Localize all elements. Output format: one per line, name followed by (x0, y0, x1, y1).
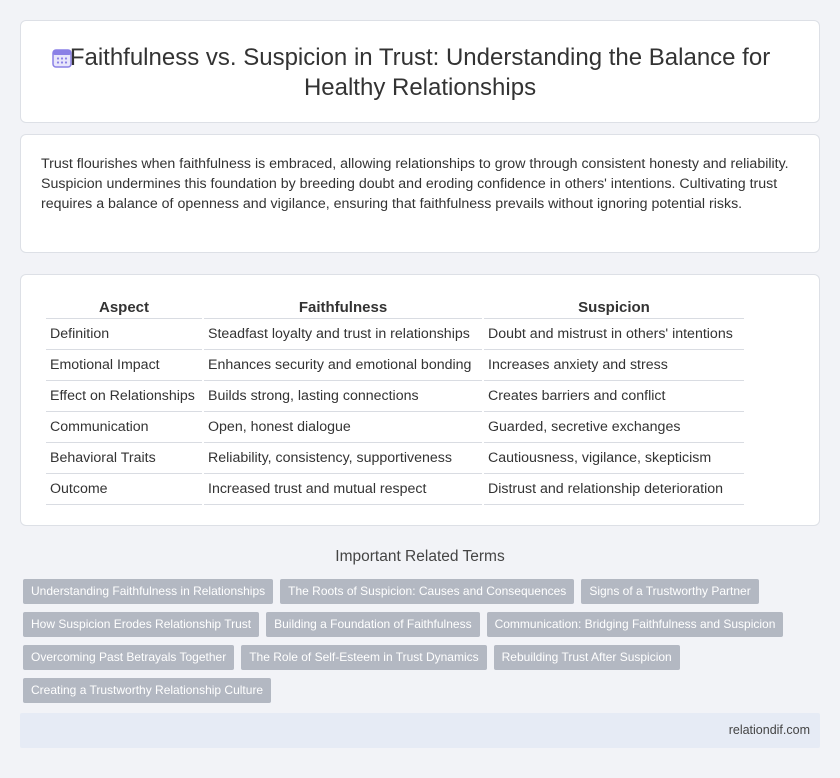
related-term-tag[interactable]: The Roots of Suspicion: Causes and Consequences (280, 579, 574, 604)
table-cell: Outcome (46, 474, 202, 505)
table-cell: Reliability, consistency, supportiveness (204, 443, 482, 474)
table-cell: Increases anxiety and stress (484, 350, 744, 381)
related-term-tag[interactable]: Creating a Trustworthy Relationship Culture (23, 678, 271, 703)
table-cell: Emotional Impact (46, 350, 202, 381)
table-cell: Definition (46, 319, 202, 350)
table-cell: Behavioral Traits (46, 443, 202, 474)
table-row (46, 319, 744, 350)
table-cell: Guarded, secretive exchanges (484, 412, 744, 443)
related-term-tag[interactable]: Building a Foundation of Faithfulness (266, 612, 479, 637)
table-cell: Open, honest dialogue (204, 412, 482, 443)
related-terms-row (23, 645, 803, 670)
table-cell: Enhances security and emotional bonding (204, 350, 482, 381)
table-cell: Distrust and relationship deterioration (484, 474, 744, 505)
page-title: Faithfulness vs. Suspicion in Trust: Understanding the Balance for Healthy Relationships (69, 44, 771, 101)
related-term-tag[interactable]: Overcoming Past Betrayals Together (23, 645, 234, 670)
table-row (46, 381, 744, 412)
related-term-tag[interactable]: How Suspicion Erodes Relationship Trust (23, 612, 259, 637)
related-term-tag[interactable]: Signs of a Trustworthy Partner (581, 579, 758, 604)
column-header-aspect: Aspect (46, 297, 202, 319)
comparison-table (44, 297, 746, 505)
intro-paragraph: Trust flourishes when faithfulness is embraced, allowing relationships to grow through consistent honesty and reliability. Suspicion undermines this foundation by breeding doubt and eroding confidence in others' intentions. Cultivating trust requires a balance of openness and vigilance, ensuring that faithfulness prevails without ignoring potential risks. (41, 156, 789, 212)
related-terms-list (23, 579, 803, 711)
title-card (20, 20, 820, 123)
footer (20, 713, 820, 748)
table-row (46, 350, 744, 381)
related-terms-title: Important Related Terms (335, 548, 505, 565)
table-cell: Doubt and mistrust in others' intentions (484, 319, 744, 350)
footer-site-link[interactable]: relationdif.com (728, 723, 810, 737)
related-terms-row (23, 678, 803, 703)
table-cell: Builds strong, lasting connections (204, 381, 482, 412)
related-term-tag[interactable]: The Role of Self-Esteem in Trust Dynamics (241, 645, 486, 670)
table-row (46, 412, 744, 443)
related-term-tag[interactable]: Rebuilding Trust After Suspicion (494, 645, 680, 670)
related-term-tag[interactable]: Communication: Bridging Faithfulness and Suspicion (487, 612, 784, 637)
table-header-row (46, 297, 744, 319)
table-cell: Effect on Relationships (46, 381, 202, 412)
related-term-tag[interactable]: Understanding Faithfulness in Relationships (23, 579, 273, 604)
related-terms-row (23, 612, 803, 637)
table-row (46, 443, 744, 474)
table-cell: Steadfast loyalty and trust in relationships (204, 319, 482, 350)
related-terms-row (23, 579, 803, 604)
table-cell: Creates barriers and conflict (484, 381, 744, 412)
table-row (46, 474, 744, 505)
table-cell: Communication (46, 412, 202, 443)
column-header-faithfulness: Faithfulness (204, 297, 482, 319)
column-header-suspicion: Suspicion (484, 297, 744, 319)
intro-card (20, 134, 820, 253)
comparison-card (20, 274, 820, 526)
table-cell: Increased trust and mutual respect (204, 474, 482, 505)
table-cell: Cautiousness, vigilance, skepticism (484, 443, 744, 474)
